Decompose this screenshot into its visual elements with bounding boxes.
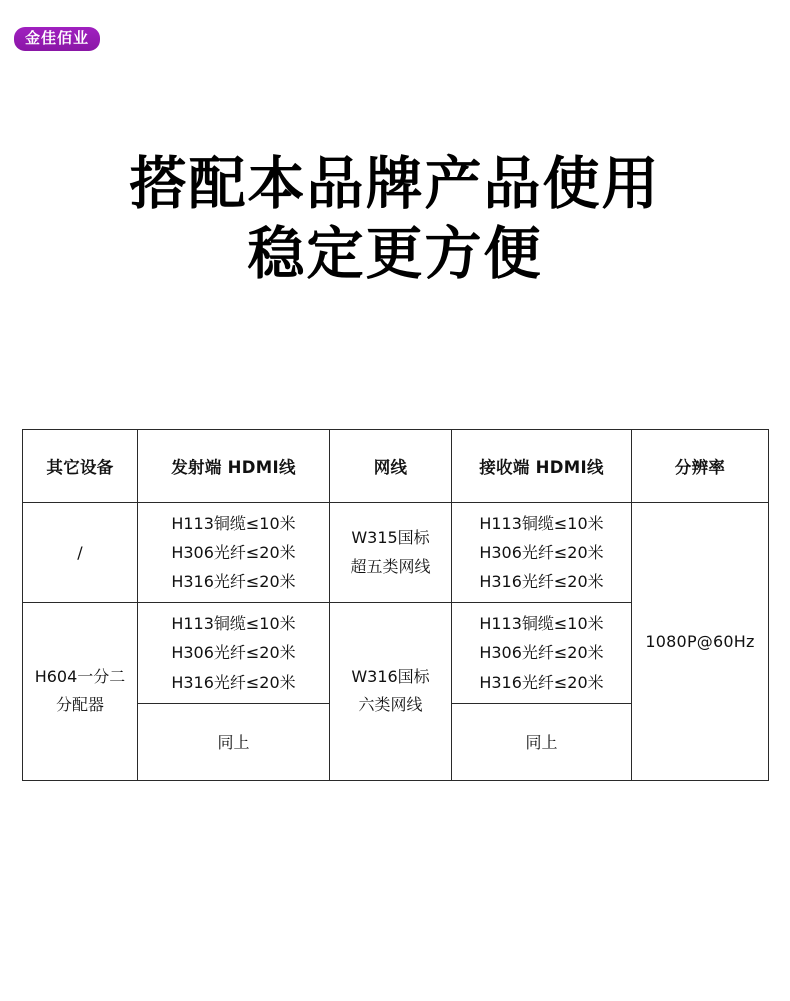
column-header-resolution: 分辨率 xyxy=(632,430,769,503)
brand-name: 金佳佰业 xyxy=(25,29,90,47)
cell-line: W315国标 xyxy=(351,528,430,548)
cell-line: H316光纤≤20米 xyxy=(479,572,604,592)
cell-rx-same-as-above: 同上 xyxy=(452,703,632,780)
cell-line: H306光纤≤20米 xyxy=(171,543,296,563)
cell-line: 超五类网线 xyxy=(350,556,431,576)
cell-lan-cat5e xyxy=(330,503,452,603)
cell-tx-same-as-above: 同上 xyxy=(138,703,330,780)
cell-device-none: / xyxy=(23,503,138,603)
cell-line: H306光纤≤20米 xyxy=(171,643,296,663)
cell-line: W316国标 xyxy=(351,667,430,687)
cell-line: H316光纤≤20米 xyxy=(171,672,296,692)
cell-line: H113铜缆≤10米 xyxy=(171,614,296,634)
headline-line-2: 稳定更方便 xyxy=(247,220,543,287)
column-header-rx-hdmi: 接收端 HDMI线 xyxy=(452,430,632,503)
cell-line: H604一分二 xyxy=(34,667,126,687)
cell-tx-list-1 xyxy=(138,503,330,603)
cell-resolution: 1080P@60Hz xyxy=(632,503,769,781)
headline-line-1: 搭配本品牌产品使用 xyxy=(129,151,661,217)
cell-line: H316光纤≤20米 xyxy=(479,672,604,692)
brand-logo-badge xyxy=(14,27,100,51)
cell-rx-list-2 xyxy=(452,603,632,703)
cell-line: H113铜缆≤10米 xyxy=(171,514,296,533)
compatibility-table xyxy=(22,429,769,781)
column-header-lan-cable: 网线 xyxy=(330,430,452,503)
compatibility-table-wrapper xyxy=(22,429,768,781)
column-header-tx-hdmi: 发射端 HDMI线 xyxy=(138,430,330,503)
cell-line: H306光纤≤20米 xyxy=(479,643,604,663)
cell-line: H113铜缆≤10米 xyxy=(479,514,604,533)
table-row xyxy=(23,503,769,603)
page-title xyxy=(0,150,790,289)
cell-line: H306光纤≤20米 xyxy=(479,543,604,563)
cell-rx-list-1 xyxy=(452,503,632,603)
cell-lan-cat6 xyxy=(330,603,452,780)
table-header-row xyxy=(23,430,769,503)
cell-line: 分配器 xyxy=(55,695,104,715)
cell-line: 六类网线 xyxy=(358,695,423,715)
cell-line: H113铜缆≤10米 xyxy=(479,614,604,634)
cell-device-splitter xyxy=(23,603,138,780)
column-header-other-device: 其它设备 xyxy=(23,430,138,503)
cell-line: H316光纤≤20米 xyxy=(171,572,296,592)
cell-tx-list-2 xyxy=(138,603,330,703)
